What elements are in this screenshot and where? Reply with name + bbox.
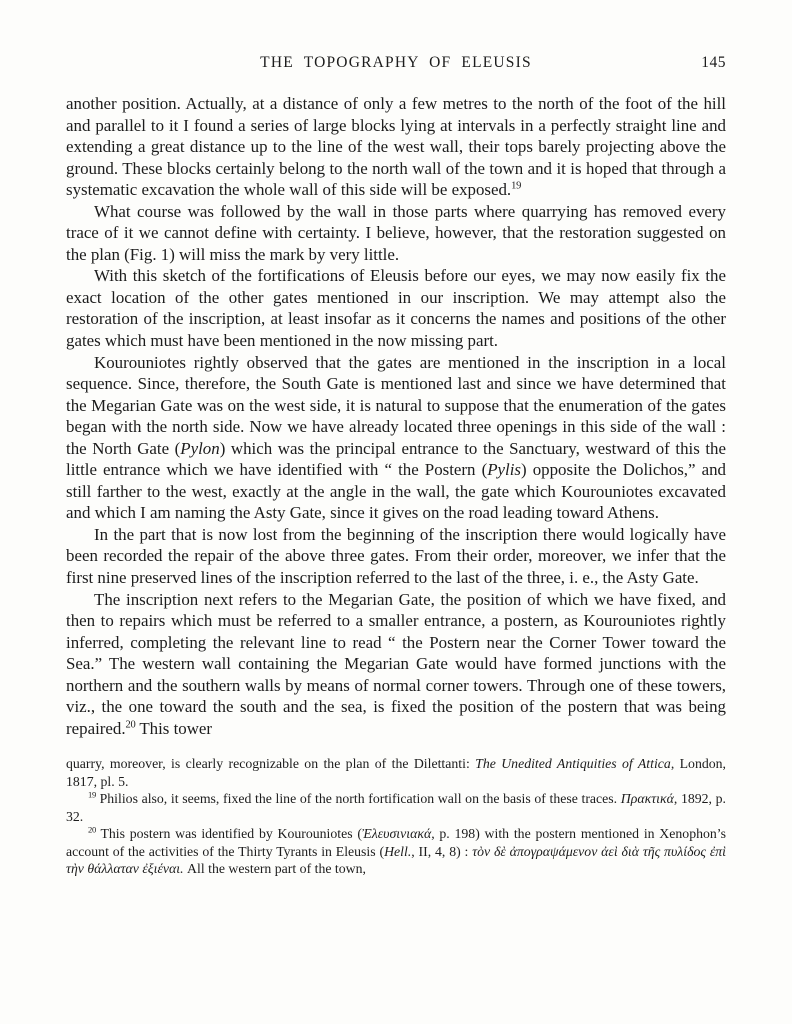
text-run: The Unedited Antiquities of Attica: [475, 756, 671, 772]
text-run: ) which was the principal entrance to the Sanctuary, westward of this the little entrance which we have identified with “ the Postern (: [66, 438, 726, 480]
paragraph: [66, 265, 726, 351]
text-run: quarry, moreover, is clearly recognizable on the plan of the Dilettanti:: [66, 756, 476, 772]
text-run: τὸν δὲ ἀπογραψάμενον ἀεὶ διὰ τῆς πυλίδος ἐπὶ τὴν θάλλαταν ἐξιέναι.: [66, 843, 727, 877]
paragraph: [66, 524, 726, 589]
paragraph: [66, 93, 726, 201]
paragraph: [66, 589, 726, 740]
footnote: [66, 755, 726, 790]
running-head: [66, 54, 726, 72]
text-run: Πρακτικά: [620, 791, 674, 807]
text-run: Pylon: [180, 438, 220, 458]
footnote: [66, 825, 726, 878]
article-title: THE TOPOGRAPHY OF ELEUSIS: [260, 54, 532, 71]
page-number: 145: [701, 54, 726, 71]
text-run: ) opposite the Dolichos,” and still farther to the west, exactly at the angle in the wall, the gate which Kourouniotes excavated and which I am naming the Asty Gate, since it gives on the road leading toward Athens.: [66, 460, 726, 523]
text-run: What course was followed by the wall in those parts where quarrying has removed every trace of it we cannot define with certainty. I believe, however, that the restoration suggested on the plan (Fig. 1) will miss the mark by very little.: [66, 201, 726, 264]
text-run: Hell.: [384, 843, 412, 859]
text-run: Ἐλευσινιακά: [361, 826, 432, 842]
text-run: In the part that is now lost from the beginning of the inscription there would logically have been recorded the repair of the above three gates. From their order, moreover, we infer that the first nine preserved lines of the inscription referred to the last of the three, i. e., the Asty Gate.: [66, 524, 726, 588]
text-run: All the western part of the town,: [183, 861, 366, 877]
footnote-reference: 20: [88, 824, 96, 835]
main-text-block: [66, 93, 726, 739]
text-run: , 1892, p. 32.: [66, 791, 726, 824]
text-run: With this sketch of the fortifications of Eleusis before our eyes, we may now easily fix the exact location of the other gates mentioned in our inscription. We may attempt also the restoration of the inscription, at least insofar as it concerns the names and positions of the other gates which must have been mentioned in the now missing part.: [66, 266, 726, 351]
paragraph: [66, 352, 726, 524]
footnote-reference: 20: [125, 719, 136, 731]
text-run: , p. 198) with the postern mentioned in Xenophon’s account of the activities of the Thirty Tyrants in Eleusis (: [66, 826, 726, 859]
footnotes-block: [66, 755, 726, 878]
text-run: , II, 4, 8) :: [411, 843, 473, 859]
text-run: , London, 1817, pl. 5.: [66, 756, 727, 789]
paragraph: [66, 201, 726, 266]
text-column: [66, 54, 726, 878]
text-run: Pylis: [487, 460, 521, 480]
text-run: Kourouniotes rightly observed that the gates are mentioned in the inscription in a local sequence. Since, therefore, the South Gate is mentioned last and since we have determined that the Megarian Gate was on the west side, it is natural to suppose that the enumeration of the gates began with the north side. Now we have already located three openings in this side of the wall : the North Gate (: [66, 352, 726, 458]
text-run: Philios also, it seems, fixed the line of the north fortification wall on the basis of these traces.: [95, 791, 621, 807]
footnote-reference: 19: [88, 789, 96, 800]
footnote-reference: 19: [511, 180, 522, 192]
text-run: The inscription next refers to the Megarian Gate, the position of which we have fixed, and then to repairs which must be referred to a smaller entrance, a postern, as Kourouniotes rightly inferred, completing the relevant line to read “ the Postern near the Corner Tower toward the Sea.” The western wall containing the Megarian Gate would have formed junctions with the northern and the southern walls by means of normal corner towers. Through one of these towers, viz., the one toward the south and the sea, is fixed the position of the postern that was being repaired.: [66, 589, 726, 738]
text-run: This postern was identified by Kourouniotes (: [95, 826, 362, 842]
text-run: This tower: [135, 718, 213, 738]
footnote: [66, 790, 726, 825]
text-run: another position. Actually, at a distance of only a few metres to the north of the foot of the hill and parallel to it I found a series of large blocks lying at intervals in a perfectly straight line and extending a great distance up to the line of the west wall, their tops barely projecting above the ground. These blocks certainly belong to the north wall of the town and it is hoped that through a systematic excavation the whole wall of this side will be exposed.: [66, 94, 726, 200]
